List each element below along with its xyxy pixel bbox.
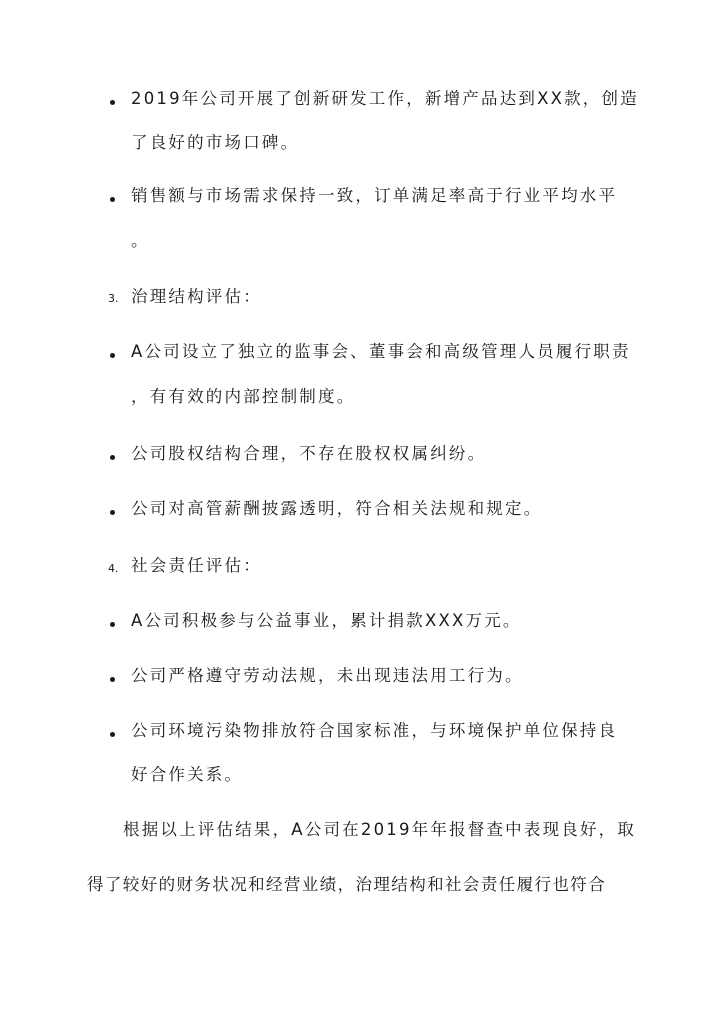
bullet-icon: [110, 100, 115, 105]
list-item-line: 好合作关系。: [131, 765, 244, 784]
bullet-icon: [110, 197, 115, 202]
bullet-icon: [110, 622, 115, 627]
list-item-line: A公司积极参与公益事业，累计捐款XXX万元。: [131, 611, 522, 630]
section-number: 3.: [108, 292, 119, 305]
list-item-line: ，有有效的内部控制制度。: [131, 387, 356, 406]
bullet-icon: [110, 732, 115, 737]
bullet-icon: [110, 510, 115, 515]
list-item-line: A公司设立了独立的监事会、董事会和高级管理人员履行职责: [131, 342, 631, 361]
conclusion-line: 根据以上评估结果，A公司在2019年年报督查中表现良好，取: [123, 820, 637, 839]
bullet-icon: [110, 455, 115, 460]
list-item-line: 公司股权结构合理，不存在股权权属纠纷。: [131, 444, 487, 463]
section-heading: 社会责任评估：: [131, 556, 262, 575]
bullet-icon: [110, 677, 115, 682]
list-item-line: 公司环境污染物排放符合国家标准，与环境保护单位保持良: [131, 721, 618, 740]
section-number: 4.: [108, 562, 119, 575]
list-item-line: 了良好的市场口碑。: [131, 133, 300, 152]
list-item-line: 公司对高管薪酬披露透明，符合相关法规和规定。: [131, 499, 543, 518]
bullet-icon: [110, 353, 115, 358]
list-item-line: 销售额与市场需求保持一致，订单满足率高于行业平均水平: [131, 186, 618, 205]
list-item-line: 公司严格遵守劳动法规，未出现违法用工行为。: [131, 666, 524, 685]
list-item-line: 2019年公司开展了创新研发工作，新增产品达到XX款，创造: [131, 89, 639, 108]
list-item-line: 。: [131, 231, 150, 250]
conclusion-line: 得了较好的财务状况和经营业绩，治理结构和社会责任履行也符合: [87, 875, 607, 894]
section-heading: 治理结构评估：: [131, 287, 262, 306]
